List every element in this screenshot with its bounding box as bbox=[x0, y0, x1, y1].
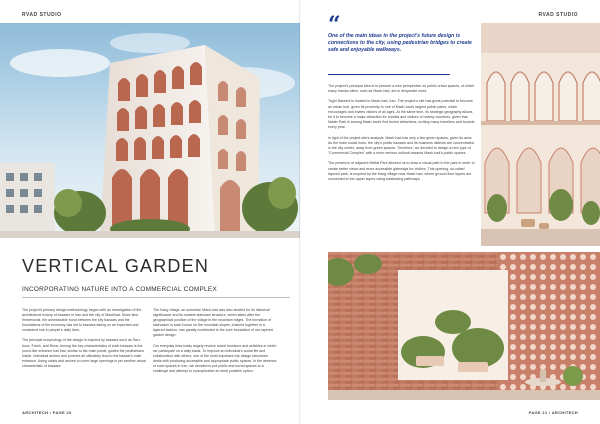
studio-label: RVAD STUDIO bbox=[538, 12, 578, 18]
studio-label: RVAD STUDIO bbox=[22, 12, 62, 18]
article-subtitle: INCORPORATING NATURE INTO A COMMERCIAL COMPLEX bbox=[22, 286, 218, 293]
interior-rendering bbox=[328, 252, 600, 400]
paragraph: The presence of adjacent Mellat Park allowed us to draw a visual path to the park in order to create better views and more accessible gateways for visitors. This opening, so-called layered park, is inspired by the Kang village near Mash-had, where ground floor layers are connected to the upper layers using swallowing pathways. bbox=[328, 161, 475, 182]
paragraph: The Kang village, an suburban Mash-had was also studied for its historical significance and its notable staircase structure, which takes after the geographical position of the village in the mountain ridges. The formation of staircases in each house on the mountain slopes, chained together in a layered fashion, has greatly contributed to the core foundation of our layered garden design. bbox=[153, 308, 273, 338]
paragraph: In light of the project site's analysis, Mash-had has only a few green spaces, given its area. As the main social hubs, the city's public bazaars and its business districts are concentrated in the city center, away from green spaces. Therefore, we decided to design a new type of "Commercial Complex" with a more serious outlook towards Mash-had's public spaces. bbox=[328, 135, 474, 156]
pull-quote: One of the main ideas in the project's future design is connections to the city, using pedestrian bridges to create safe and enjoyable walkways. bbox=[328, 33, 472, 54]
arches-rendering bbox=[481, 23, 600, 246]
building-rendering bbox=[0, 23, 300, 238]
body-column-2 bbox=[153, 308, 277, 379]
body-column-1 bbox=[22, 308, 146, 374]
page-footer: PAGE 21 • ARCHITECH bbox=[528, 410, 578, 415]
paragraph: The project's primary design methodology began with an investigation of the architectural history of bazaars in Iran and the city of Mashhad. Since time immemorial, the unbreakable bond between the city bazaars and the foundations of the economy has led to bazaars taking on an important and consistent role in people's daily lives. bbox=[22, 308, 142, 333]
body-text bbox=[328, 84, 476, 187]
right-page bbox=[300, 0, 600, 424]
quote-divider bbox=[328, 74, 450, 75]
paragraph: The project's principal idea is to present a new perspective on public urban spaces, of which many Iranian cities, such as Mash-had, are in desperate need. bbox=[328, 84, 475, 94]
article-title: VERTICAL GARDEN bbox=[22, 256, 210, 276]
title-divider bbox=[22, 297, 290, 298]
page-footer: ARCHITECH • PAGE 20 bbox=[22, 410, 72, 415]
opening-quote-icon: “ bbox=[328, 12, 341, 38]
paragraph: Our everyday lives today largely revolve social functions and activities in which we participate on a daily basis. To improve an individual's social life and collaboration with others, one of the most important city design structures deals with producing accessible and appropriate public spaces. In the absence of such spaces in Iran, we decided to put public and social spaces to a challenge and attempt to conceptualize an ideal possible option. bbox=[153, 343, 277, 374]
paragraph: Toghi Bakeshi is located in Mash-had, Iran. The project's site has great potential to become an urban hub, given its proximity to one of Mash-had's largest public parks, which encourages and invites visitors of all ages. At the same time, its strategic geography allows for it to become a major attraction for tourists and visitors of nearby countries, given that Nader Park is among Mash-had's first tourist attractions, inviting many travellers and tourists every year. bbox=[328, 99, 475, 130]
paragraph: The principal morphology of the design is inspired by bazaars such as Sar-i-bouz, Farsh, and Reza. Among the key characteristics of such bazaars is the porch-like entrance hall that, similar to the main portal, guides the pedestrians inside. Individual arches and porches all ultimately lead to the bazaar's main entrance. Using vaults and arches to cover large openings is yet another visual characteristic of bazaars. bbox=[22, 338, 146, 368]
